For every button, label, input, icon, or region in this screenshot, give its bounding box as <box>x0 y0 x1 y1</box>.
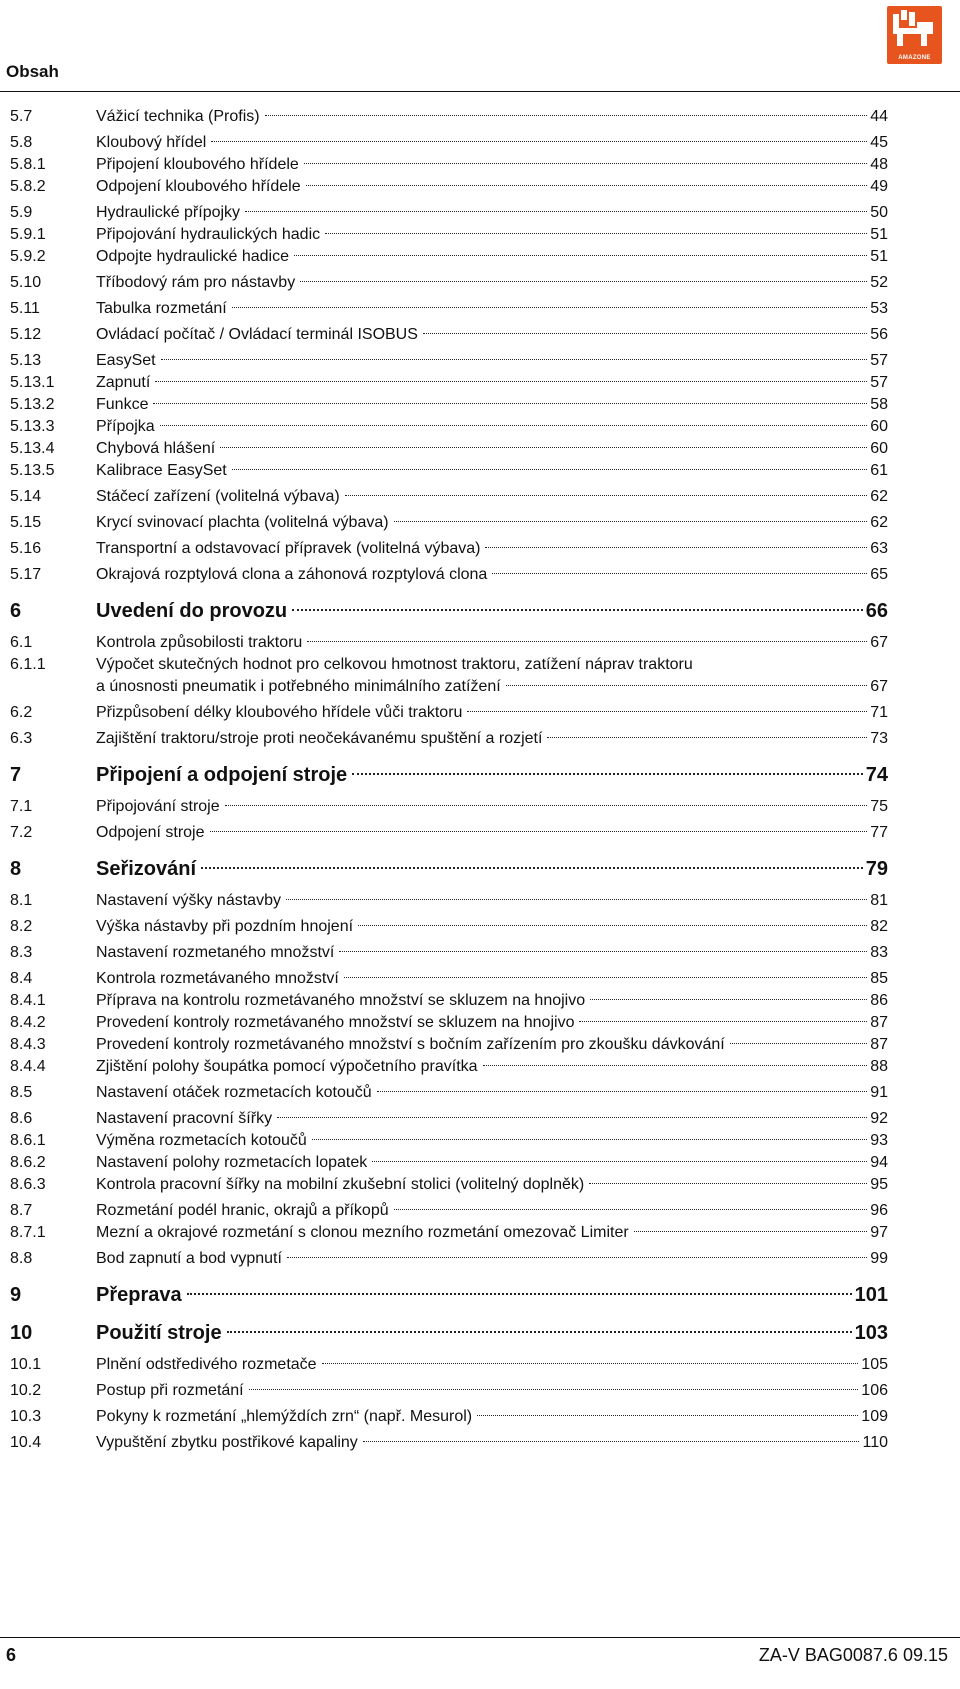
toc-leader-dots <box>307 641 867 642</box>
table-of-contents <box>10 106 888 1454</box>
toc-leader-dots <box>187 1293 852 1295</box>
toc-title: Ovládací počítač / Ovládací terminál ISOBUS <box>96 326 418 343</box>
toc-page-number: 74 <box>865 764 888 786</box>
toc-entry[interactable] <box>10 1406 888 1428</box>
toc-number: 7 <box>10 764 22 786</box>
toc-page-number: 101 <box>854 1284 888 1306</box>
toc-number: 10.1 <box>10 1356 42 1373</box>
toc-number: 8.1 <box>10 892 33 909</box>
toc-entry[interactable] <box>10 942 888 964</box>
toc-page-number: 91 <box>870 1084 888 1101</box>
toc-entry[interactable] <box>10 1200 888 1222</box>
toc-page-number: 82 <box>870 918 888 935</box>
toc-page-number: 67 <box>870 634 888 651</box>
toc-entry[interactable] <box>10 1034 888 1056</box>
toc-leader-dots <box>506 685 868 686</box>
toc-leader-dots <box>345 495 868 496</box>
toc-leader-dots <box>322 1363 859 1364</box>
toc-number: 5.16 <box>10 540 42 557</box>
toc-entry[interactable] <box>10 246 888 268</box>
toc-page-number: 75 <box>870 798 888 815</box>
toc-number: 5.10 <box>10 274 42 291</box>
toc-number: 8.4.2 <box>10 1014 46 1031</box>
toc-page-number: 95 <box>870 1176 888 1193</box>
toc-title: Hydraulické přípojky <box>96 204 241 221</box>
toc-page-number: 67 <box>870 678 888 695</box>
toc-number: 10 <box>10 1322 33 1344</box>
toc-page-number: 60 <box>870 418 888 435</box>
toc-title: Výměna rozmetacích kotoučů <box>96 1132 307 1149</box>
toc-entry[interactable] <box>10 1056 888 1078</box>
toc-leader-dots <box>394 1209 868 1210</box>
toc-page-number: 51 <box>870 226 888 243</box>
toc-leader-dots <box>277 1117 867 1118</box>
toc-entry[interactable] <box>10 132 888 154</box>
toc-page-number: 83 <box>870 944 888 961</box>
toc-leader-dots <box>358 925 867 926</box>
toc-number: 5.9.2 <box>10 248 46 265</box>
toc-entry[interactable] <box>10 324 888 346</box>
toc-leader-dots <box>352 773 863 775</box>
toc-page-number: 106 <box>861 1382 888 1399</box>
toc-title: Výpočet skutečných hodnot pro celkovou hmotnost traktoru, zatížení náprav traktoru <box>96 656 693 673</box>
toc-entry[interactable] <box>10 298 888 320</box>
toc-title: Nastavení výšky nástavby <box>96 892 281 909</box>
toc-number: 5.8.1 <box>10 156 46 173</box>
toc-page-number: 50 <box>870 204 888 221</box>
toc-page-number: 109 <box>861 1408 888 1425</box>
toc-number: 5.13.4 <box>10 440 55 457</box>
toc-leader-dots <box>287 1257 867 1258</box>
toc-title: Krycí svinovací plachta (volitelná výbava) <box>96 514 389 531</box>
toc-page-number: 87 <box>870 1014 888 1031</box>
toc-page-number: 48 <box>870 156 888 173</box>
toc-page-number: 81 <box>870 892 888 909</box>
toc-number: 5.13.1 <box>10 374 55 391</box>
toc-entry[interactable] <box>10 372 888 394</box>
toc-title: Mezní a okrajové rozmetání s clonou mezního rozmetání omezovač Limiter <box>96 1224 629 1241</box>
toc-leader-dots <box>300 281 867 282</box>
toc-entry[interactable] <box>10 1082 888 1104</box>
toc-title: Nastavení rozmetaného množství <box>96 944 335 961</box>
toc-leader-dots <box>294 255 867 256</box>
toc-entry[interactable] <box>10 224 888 246</box>
toc-number: 10.4 <box>10 1434 42 1451</box>
toc-title: Bod zapnutí a bod vypnutí <box>96 1250 282 1267</box>
toc-page-number: 63 <box>870 540 888 557</box>
toc-number: 6.2 <box>10 704 33 721</box>
toc-number: 8.6.2 <box>10 1154 46 1171</box>
toc-number: 5.13 <box>10 352 42 369</box>
toc-page-number: 65 <box>870 566 888 583</box>
toc-page-number: 92 <box>870 1110 888 1127</box>
footer-divider <box>0 1637 960 1638</box>
toc-leader-dots <box>372 1161 867 1162</box>
toc-number: 8.4.3 <box>10 1036 46 1053</box>
toc-leader-dots <box>423 333 867 334</box>
toc-entry[interactable] <box>10 394 888 416</box>
toc-number: 6.3 <box>10 730 33 747</box>
toc-entry[interactable] <box>10 350 888 372</box>
toc-number: 8.5 <box>10 1084 33 1101</box>
toc-entry[interactable] <box>10 416 888 438</box>
toc-leader-dots <box>325 233 867 234</box>
toc-number: 6.1 <box>10 634 33 651</box>
toc-entry[interactable] <box>10 1380 888 1402</box>
toc-page-number: 86 <box>870 992 888 1009</box>
toc-title: Uvedení do provozu <box>96 600 288 622</box>
toc-title: Stáčecí zařízení (volitelná výbava) <box>96 488 340 505</box>
toc-entry[interactable] <box>10 202 888 224</box>
toc-entry[interactable] <box>10 1108 888 1130</box>
toc-page-number: 96 <box>870 1202 888 1219</box>
toc-chapter-entry[interactable] <box>10 856 888 882</box>
toc-page-number: 49 <box>870 178 888 195</box>
toc-entry[interactable] <box>10 1174 888 1196</box>
toc-chapter-entry[interactable] <box>10 1320 888 1346</box>
amazone-emblem-icon <box>887 6 942 52</box>
toc-number: 8.6 <box>10 1110 33 1127</box>
toc-number: 7.1 <box>10 798 33 815</box>
toc-title: Odpojte hydraulické hadice <box>96 248 290 265</box>
toc-number: 7.2 <box>10 824 33 841</box>
toc-leader-dots <box>225 805 868 806</box>
toc-leader-dots <box>160 425 868 426</box>
toc-number: 5.17 <box>10 566 42 583</box>
toc-page-number: 57 <box>870 374 888 391</box>
toc-number: 5.7 <box>10 108 33 125</box>
toc-page-number: 58 <box>870 396 888 413</box>
toc-title: Kontrola rozmetávaného množství <box>96 970 339 987</box>
toc-leader-dots <box>227 1331 852 1333</box>
toc-title: Funkce <box>96 396 149 413</box>
toc-leader-dots <box>292 609 863 611</box>
toc-title: Nastavení polohy rozmetacích lopatek <box>96 1154 368 1171</box>
toc-leader-dots <box>730 1043 867 1044</box>
toc-number: 5.12 <box>10 326 42 343</box>
toc-page-number: 103 <box>854 1322 888 1344</box>
toc-title: Připojení a odpojení stroje <box>96 764 348 786</box>
toc-page-number: 105 <box>861 1356 888 1373</box>
toc-title: Okrajová rozptylová clona a záhonová rozptylová clona <box>96 566 488 583</box>
toc-number: 8.4 <box>10 970 33 987</box>
toc-leader-dots <box>245 211 867 212</box>
toc-leader-dots <box>220 447 867 448</box>
toc-entry[interactable] <box>10 1248 888 1270</box>
toc-leader-dots <box>210 831 868 832</box>
toc-leader-dots <box>477 1415 858 1416</box>
toc-leader-dots <box>394 521 868 522</box>
toc-leader-dots <box>589 1183 867 1184</box>
toc-leader-dots <box>485 547 867 548</box>
toc-entry[interactable] <box>10 1152 888 1174</box>
footer-document-id: ZA-V BAG0087.6 09.15 <box>758 1645 948 1665</box>
toc-title: Nastavení otáček rozmetacích kotoučů <box>96 1084 372 1101</box>
toc-entry[interactable] <box>10 272 888 294</box>
toc-leader-dots <box>377 1091 868 1092</box>
toc-title: Připojování stroje <box>96 798 220 815</box>
footer-page-number: 6 <box>6 1645 17 1665</box>
toc-number: 10.2 <box>10 1382 42 1399</box>
toc-chapter-entry[interactable] <box>10 762 888 788</box>
toc-title: Odpojení stroje <box>96 824 205 841</box>
toc-chapter-entry[interactable] <box>10 1282 888 1308</box>
toc-title: Kontrola způsobilosti traktoru <box>96 634 303 651</box>
toc-number: 8.7.1 <box>10 1224 46 1241</box>
toc-number: 5.9.1 <box>10 226 46 243</box>
toc-title: Přizpůsobení délky kloubového hřídele vůči traktoru <box>96 704 463 721</box>
toc-page-number: 87 <box>870 1036 888 1053</box>
toc-title: Rozmetání podél hranic, okrajů a příkopů <box>96 1202 389 1219</box>
toc-number: 8.3 <box>10 944 33 961</box>
toc-page-number: 73 <box>870 730 888 747</box>
toc-title: Transportní a odstavovací přípravek (volitelná výbava) <box>96 540 481 557</box>
toc-leader-dots <box>363 1441 860 1442</box>
toc-number: 8.6.3 <box>10 1176 46 1193</box>
toc-leader-dots <box>286 899 867 900</box>
toc-number: 5.13.2 <box>10 396 55 413</box>
toc-title: Výška nástavby při pozdním hnojení <box>96 918 354 935</box>
toc-number: 8 <box>10 858 22 880</box>
toc-page-number: 57 <box>870 352 888 369</box>
toc-entry[interactable] <box>10 796 888 818</box>
toc-page-number: 45 <box>870 134 888 151</box>
toc-page-number: 88 <box>870 1058 888 1075</box>
toc-leader-dots <box>232 307 867 308</box>
toc-title: Postup při rozmetání <box>96 1382 244 1399</box>
toc-title: Tabulka rozmetání <box>96 300 227 317</box>
toc-title: Vážicí technika (Profis) <box>96 108 260 125</box>
toc-title: Připojení kloubového hřídele <box>96 156 299 173</box>
toc-number: 9 <box>10 1284 22 1306</box>
toc-title: Provedení kontroly rozmetávaného množství se skluzem na hnojivo <box>96 1014 575 1031</box>
toc-title: Zjištění polohy šoupátka pomocí výpočetního pravítka <box>96 1058 478 1075</box>
toc-number: 10.3 <box>10 1408 42 1425</box>
toc-title: Příprava na kontrolu rozmetávaného množství se skluzem na hnojivo <box>96 992 586 1009</box>
toc-title: Zapnutí <box>96 374 151 391</box>
toc-page-number: 60 <box>870 440 888 457</box>
toc-page-number: 77 <box>870 824 888 841</box>
toc-entry[interactable] <box>10 702 888 724</box>
toc-number: 6 <box>10 600 22 622</box>
toc-entry[interactable] <box>10 538 888 560</box>
toc-leader-dots <box>492 573 867 574</box>
toc-chapter-entry[interactable] <box>10 598 888 624</box>
toc-entry[interactable] <box>10 512 888 534</box>
toc-number: 8.4.4 <box>10 1058 46 1075</box>
toc-entry[interactable] <box>10 438 888 460</box>
toc-title: Kloubový hřídel <box>96 134 207 151</box>
toc-entry[interactable] <box>10 916 888 938</box>
toc-entry[interactable] <box>10 1354 888 1376</box>
toc-entry[interactable] <box>10 632 888 654</box>
toc-leader-dots <box>249 1389 859 1390</box>
toc-number: 5.9 <box>10 204 33 221</box>
toc-title: Zajištění traktoru/stroje proti neočekávanému spuštění a rozjetí <box>96 730 543 747</box>
toc-leader-dots <box>344 977 867 978</box>
toc-leader-dots <box>161 359 868 360</box>
toc-page-number: 53 <box>870 300 888 317</box>
toc-leader-dots <box>467 711 867 712</box>
toc-leader-dots <box>232 469 867 470</box>
toc-page-number: 66 <box>865 600 888 622</box>
toc-leader-dots <box>153 403 867 404</box>
toc-leader-dots <box>155 381 867 382</box>
toc-page-number: 44 <box>870 108 888 125</box>
toc-title: Pokyny k rozmetání „hlemýždích zrn“ (např. Mesurol) <box>96 1408 473 1425</box>
toc-leader-dots <box>265 115 868 116</box>
toc-entry[interactable] <box>10 1012 888 1034</box>
toc-page-number: 99 <box>870 1250 888 1267</box>
toc-entry[interactable] <box>10 176 888 198</box>
toc-title: Plnění odstředivého rozmetače <box>96 1356 317 1373</box>
toc-leader-dots <box>312 1139 867 1140</box>
toc-page-number: 110 <box>862 1434 888 1451</box>
toc-number: 8.2 <box>10 918 33 935</box>
toc-entry[interactable] <box>10 728 888 750</box>
toc-leader-dots <box>547 737 867 738</box>
toc-title: Seřizování <box>96 858 197 880</box>
toc-leader-dots <box>211 141 867 142</box>
toc-page-number: 51 <box>870 248 888 265</box>
toc-title: Vypuštění zbytku postřikové kapaliny <box>96 1434 358 1451</box>
toc-page-number: 94 <box>870 1154 888 1171</box>
toc-entry[interactable] <box>10 1432 888 1454</box>
toc-page-number: 52 <box>870 274 888 291</box>
toc-entry[interactable] <box>10 990 888 1012</box>
toc-entry[interactable] <box>10 154 888 176</box>
toc-leader-dots <box>579 1021 867 1022</box>
toc-entry[interactable] <box>10 654 888 698</box>
toc-title: Kalibrace EasySet <box>96 462 227 479</box>
toc-leader-dots <box>306 185 868 186</box>
toc-entry[interactable] <box>10 564 888 586</box>
toc-title: Přeprava <box>96 1284 182 1306</box>
toc-entry[interactable] <box>10 1222 888 1244</box>
toc-title: Použití stroje <box>96 1322 222 1344</box>
toc-number: 5.8.2 <box>10 178 46 195</box>
toc-page-number: 71 <box>870 704 888 721</box>
toc-entry[interactable] <box>10 486 888 508</box>
toc-title: Provedení kontroly rozmetávaného množství s bočním zařízením pro zkoušku dávkování <box>96 1036 725 1053</box>
toc-number: 8.8 <box>10 1250 33 1267</box>
amazone-logo <box>887 6 942 64</box>
toc-title: Kontrola pracovní šířky na mobilní zkušební stolici (volitelný doplněk) <box>96 1176 585 1193</box>
toc-leader-dots <box>483 1065 868 1066</box>
toc-page-number: 79 <box>865 858 888 880</box>
toc-number: 8.6.1 <box>10 1132 46 1149</box>
toc-leader-dots <box>304 163 867 164</box>
toc-number: 5.13.5 <box>10 462 55 479</box>
toc-leader-dots <box>590 999 867 1000</box>
toc-number: 8.4.1 <box>10 992 46 1009</box>
toc-title-continued: a únosnosti pneumatik i potřebného minimálního zatížení <box>96 678 501 695</box>
toc-page-number: 61 <box>870 462 888 479</box>
toc-page-number: 62 <box>870 488 888 505</box>
toc-number: 5.13.3 <box>10 418 55 435</box>
toc-number: 5.15 <box>10 514 42 531</box>
header-divider <box>0 91 960 92</box>
toc-number: 8.7 <box>10 1202 33 1219</box>
toc-page-number: 56 <box>870 326 888 343</box>
toc-entry[interactable] <box>10 890 888 912</box>
toc-entry[interactable] <box>10 968 888 990</box>
toc-number: 5.14 <box>10 488 42 505</box>
section-title: Obsah <box>6 62 59 81</box>
toc-page-number: 97 <box>870 1224 888 1241</box>
toc-title: Tříbodový rám pro nástavby <box>96 274 296 291</box>
toc-entry[interactable] <box>10 106 888 128</box>
toc-page-number: 85 <box>870 970 888 987</box>
toc-number: 5.8 <box>10 134 33 151</box>
toc-number: 6.1.1 <box>10 656 46 673</box>
toc-title: Chybová hlášení <box>96 440 216 457</box>
toc-number: 5.11 <box>10 300 40 317</box>
toc-entry[interactable] <box>10 460 888 482</box>
logo-text: AMAZONE <box>898 55 931 61</box>
toc-title: Nastavení pracovní šířky <box>96 1110 273 1127</box>
toc-leader-dots <box>339 951 867 952</box>
toc-title: Přípojka <box>96 418 155 435</box>
toc-page-number: 93 <box>870 1132 888 1149</box>
toc-entry[interactable] <box>10 1130 888 1152</box>
toc-title: Odpojení kloubového hřídele <box>96 178 301 195</box>
toc-leader-dots <box>634 1231 868 1232</box>
toc-entry[interactable] <box>10 822 888 844</box>
toc-leader-dots <box>201 867 863 869</box>
toc-title: Připojování hydraulických hadic <box>96 226 321 243</box>
toc-title: EasySet <box>96 352 156 369</box>
toc-page-number: 62 <box>870 514 888 531</box>
